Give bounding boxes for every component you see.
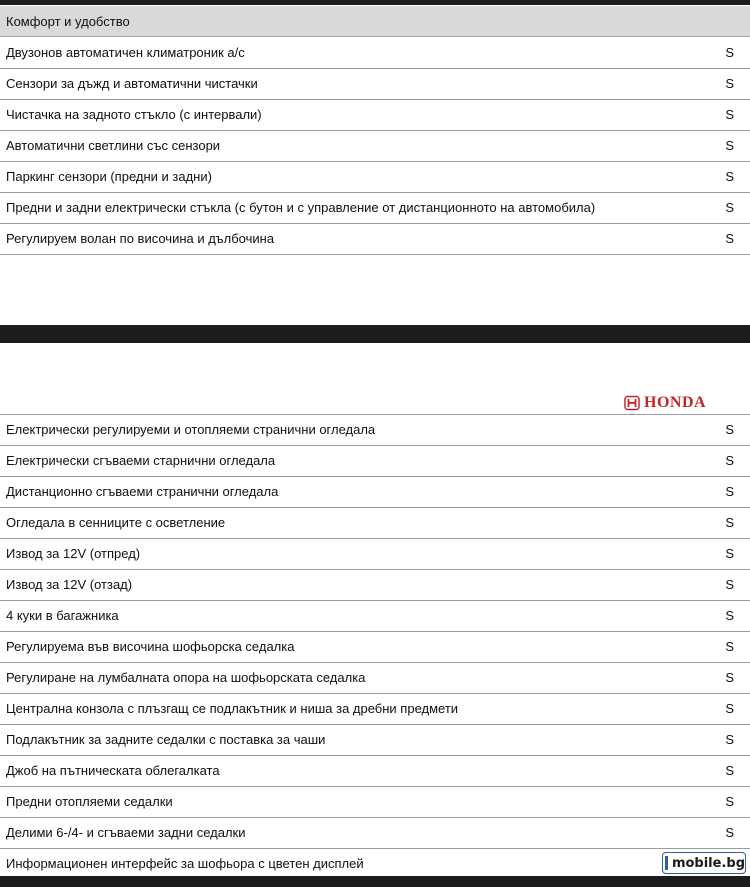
feature-label: 4 куки в багажника [6, 608, 119, 623]
feature-label: Джоб на пътническата облегалката [6, 763, 220, 778]
table-row [0, 756, 750, 787]
table-row [0, 570, 750, 601]
table-row [0, 725, 750, 756]
table-row [0, 446, 750, 477]
honda-logo [624, 393, 744, 413]
feature-value: S [725, 608, 734, 623]
feature-label: Сензори за дъжд и автоматични чистачки [6, 76, 258, 91]
comfort-feature-list [0, 38, 750, 255]
table-row [0, 415, 750, 446]
feature-label: Автоматични светлини със сензори [6, 138, 221, 153]
feature-value: S [725, 169, 734, 184]
feature-label: Извод за 12V (отпред) [6, 546, 141, 561]
feature-value: S [725, 546, 734, 561]
brand-name: HONDA [644, 394, 707, 411]
feature-label: Предни и задни електрически стъкла (с бутон и с управление от дистанционното на автомобила) [6, 200, 596, 215]
feature-label: Централна конзола с плъзгащ се подлакътник и ниша за дребни предмети [6, 701, 459, 716]
table-row [0, 508, 750, 539]
feature-label: Предни отопляеми седалки [6, 794, 173, 809]
section-header-comfort [0, 6, 750, 37]
feature-value: S [725, 107, 734, 122]
table-row [0, 539, 750, 570]
feature-value: S [725, 200, 734, 215]
feature-label: Чистачка на задното стъкло (с интервали) [6, 107, 262, 122]
bottom-divider-line [0, 876, 750, 887]
feature-label: Регулируем волан по височина и дълбочина [6, 231, 275, 246]
feature-value: S [725, 577, 734, 592]
feature-label: Паркинг сензори (предни и задни) [6, 169, 212, 184]
equipment-feature-list [0, 414, 750, 880]
table-row [0, 38, 750, 69]
section-title: Комфорт и удобство [6, 14, 130, 29]
table-row [0, 162, 750, 193]
feature-value: S [725, 484, 734, 499]
table-row [0, 477, 750, 508]
feature-label: Делими 6-/4- и сгъваеми задни седалки [6, 825, 246, 840]
feature-value: S [725, 670, 734, 685]
feature-label: Извод за 12V (отзад) [6, 577, 133, 592]
feature-value: S [725, 422, 734, 437]
feature-label: Електрически регулируеми и отопляеми странични огледала [6, 422, 376, 437]
table-row [0, 224, 750, 255]
feature-value: S [725, 794, 734, 809]
table-row [0, 818, 750, 849]
feature-value: S [725, 45, 734, 60]
feature-value: S [725, 639, 734, 654]
feature-value: S [725, 231, 734, 246]
table-row [0, 663, 750, 694]
watermark-text: mobile.bg [671, 855, 745, 871]
top-divider-line [0, 0, 750, 5]
table-row [0, 787, 750, 818]
table-row [0, 69, 750, 100]
feature-label: Двузонов автоматичен климатроник а/с [6, 45, 245, 60]
feature-label: Дистанционно сгъваеми странични огледала [6, 484, 279, 499]
feature-label: Регулиране на лумбалната опора на шофьорската седалка [6, 670, 366, 685]
table-row [0, 100, 750, 131]
feature-value: S [725, 763, 734, 778]
feature-label: Огледала в сенниците с осветление [6, 515, 226, 530]
mobile-bg-watermark [662, 852, 746, 874]
feature-value: S [725, 701, 734, 716]
feature-value: S [725, 76, 734, 91]
feature-value: S [725, 825, 734, 840]
feature-value: S [725, 515, 734, 530]
table-row [0, 131, 750, 162]
feature-label: Електрически сгъваеми старнични огледала [6, 453, 276, 468]
table-row [0, 694, 750, 725]
table-row [0, 601, 750, 632]
feature-value: S [725, 453, 734, 468]
feature-value: S [725, 138, 734, 153]
table-row [0, 632, 750, 663]
feature-value: S [725, 732, 734, 747]
page-break-bar [0, 325, 750, 343]
watermark-stripe-icon [665, 856, 668, 870]
feature-label: Регулируема във височина шофьорска седалка [6, 639, 295, 654]
feature-label: Информационен интерфейс за шофьора с цветен дисплей [6, 856, 364, 871]
table-row [0, 193, 750, 224]
feature-label: Подлакътник за задните седалки с поставка за чаши [6, 732, 326, 747]
honda-h-icon [624, 395, 640, 411]
